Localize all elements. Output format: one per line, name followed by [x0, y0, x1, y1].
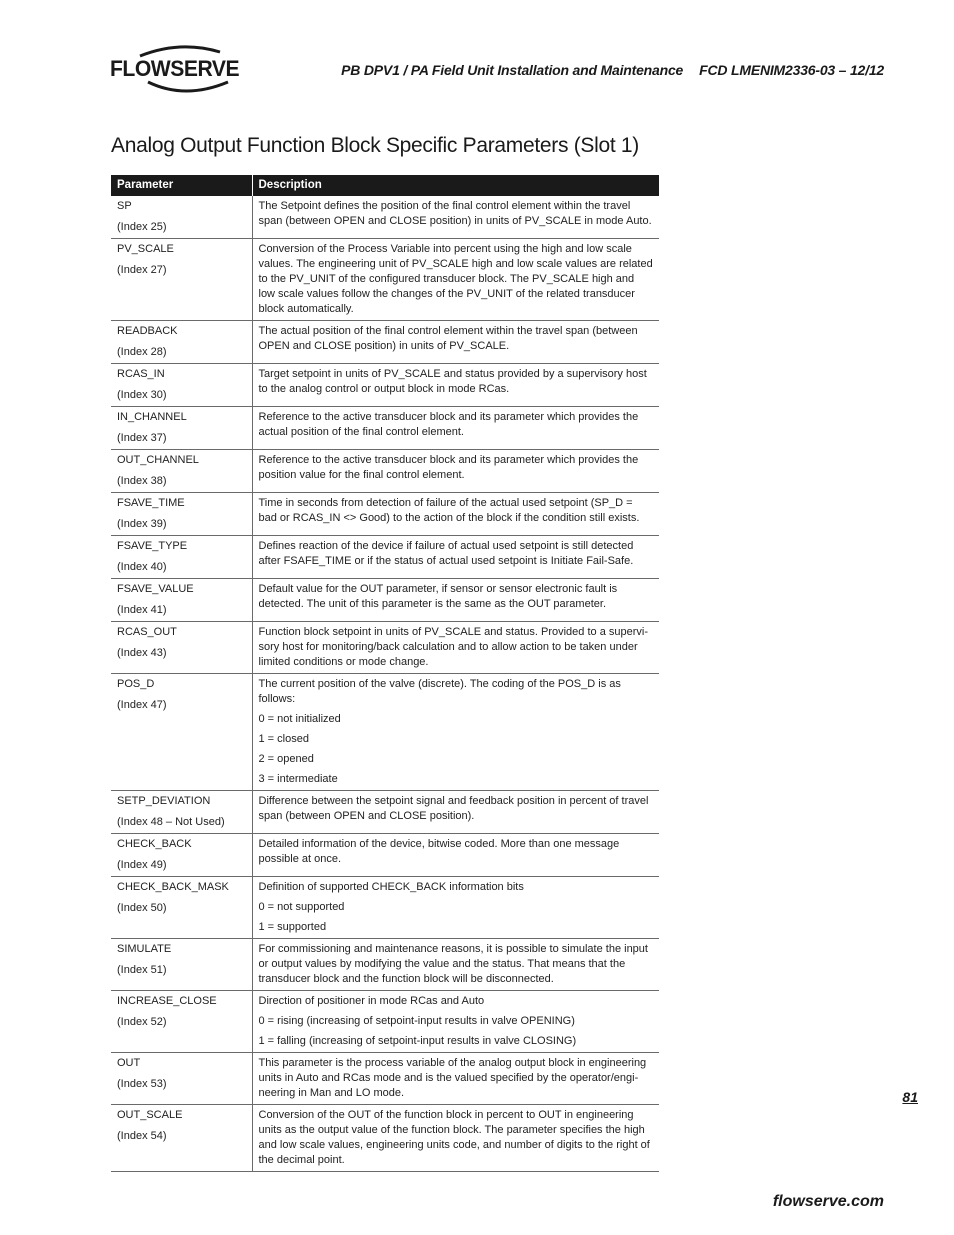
parameter-index: (Index 25) — [117, 221, 167, 233]
description-text: Reference to the active transducer block and its parameter which provides the actual position of the final control element. — [258, 411, 639, 438]
table-row — [111, 196, 659, 239]
table-body — [111, 196, 659, 1172]
parameter-cell — [111, 493, 252, 536]
description-cell — [252, 536, 659, 579]
description-cell — [252, 622, 659, 674]
table-row — [111, 834, 659, 877]
table-row — [111, 674, 659, 791]
table-row — [111, 939, 659, 991]
parameter-name: IN_CHANNEL — [117, 411, 187, 423]
document-title: PB DPV1 / PA Field Unit Installation and Maintenance — [341, 62, 684, 78]
description-text: 1 = falling (increasing of setpoint-input results in valve CLOSING) — [258, 1035, 577, 1047]
description-text: Time in seconds from detection of failure of the actual used setpoint (SP_D = bad or RCAS_IN <> Good) to the action of the block if the condition still exists. — [258, 497, 640, 524]
parameter-name: SETP_DEVIATION — [117, 795, 211, 807]
parameter-cell — [111, 450, 252, 493]
table-row — [111, 1105, 659, 1172]
description-text: 2 = opened — [258, 753, 314, 765]
description-text: 0 = not initialized — [258, 713, 341, 725]
parameter-name: SP — [117, 200, 132, 212]
description-cell — [252, 991, 659, 1053]
table-row — [111, 493, 659, 536]
parameter-index: (Index 43) — [117, 647, 167, 659]
description-text: 3 = intermediate — [258, 773, 338, 785]
table-row — [111, 991, 659, 1053]
parameter-cell — [111, 877, 252, 939]
parameter-name: CHECK_BACK — [117, 838, 192, 850]
parameter-index: (Index 49) — [117, 859, 167, 871]
description-cell — [252, 939, 659, 991]
table-row — [111, 536, 659, 579]
flowserve-logo — [110, 42, 250, 96]
description-text: 0 = not supported — [258, 901, 345, 913]
table-row — [111, 579, 659, 622]
table-header-row — [111, 175, 659, 196]
table-row — [111, 321, 659, 364]
parameter-name: OUT — [117, 1057, 141, 1069]
parameter-cell — [111, 991, 252, 1053]
description-text: The Setpoint defines the position of the final control element within the travel span (between OPEN and CLOSE position) in units of PV_SCALE in mode Auto. — [258, 200, 652, 227]
description-cell — [252, 834, 659, 877]
parameter-cell — [111, 834, 252, 877]
parameter-index: (Index 28) — [117, 346, 167, 358]
description-cell — [252, 196, 659, 239]
column-header-description: Description — [252, 175, 659, 196]
parameter-cell — [111, 622, 252, 674]
parameter-cell — [111, 321, 252, 364]
parameter-name: PV_SCALE — [117, 243, 174, 255]
parameter-name: RCAS_IN — [117, 368, 165, 380]
parameter-index: (Index 51) — [117, 964, 167, 976]
description-cell — [252, 407, 659, 450]
description-text: 1 = closed — [258, 733, 309, 745]
table-row — [111, 791, 659, 834]
description-text: Conversion of the OUT of the function block in percent to OUT in engineering units as the output value of the function block. The parameter specifies the high and low scale values, engineering units code, and number of digits to the right of the decimal point. — [258, 1109, 650, 1166]
description-text: 1 = supported — [258, 921, 327, 933]
description-cell — [252, 493, 659, 536]
table-row — [111, 239, 659, 321]
parameter-name: OUT_SCALE — [117, 1109, 183, 1121]
description-text: Defines reaction of the device if failure of actual used setpoint is still detected after FSAFE_TIME or if the status of actual used setpoint is Initiate Fail-Safe. — [258, 540, 634, 567]
description-cell — [252, 579, 659, 622]
parameter-cell — [111, 1105, 252, 1172]
description-cell — [252, 791, 659, 834]
parameter-name: FSAVE_VALUE — [117, 583, 194, 595]
parameter-table — [111, 175, 659, 1172]
table-row — [111, 1053, 659, 1105]
logo-wordmark: FLOWSERVE — [110, 56, 240, 81]
document-code: FCD LMENIM2336-03 – 12/12 — [699, 62, 884, 78]
description-text: Target setpoint in units of PV_SCALE and status provided by a supervisory host to the analog control or output block in mode RCas. — [258, 368, 647, 395]
description-text: The actual position of the final control element within the travel span (between OPEN and CLOSE position) in units of PV_SCALE. — [258, 325, 638, 352]
description-cell — [252, 239, 659, 321]
parameter-cell — [111, 239, 252, 321]
parameter-index: (Index 50) — [117, 902, 167, 914]
description-text: Difference between the setpoint signal and feedback position in percent of travel span (between OPEN and CLOSE position). — [258, 795, 649, 822]
description-cell — [252, 674, 659, 791]
parameter-cell — [111, 1053, 252, 1105]
parameter-index: (Index 40) — [117, 561, 167, 573]
description-text: Conversion of the Process Variable into percent using the high and low scale values. The engineering unit of PV_SCALE high and low scale values are related to the PV_UNIT of the configured transducer block. The PV_SCALE high and low scale values follow the changes of the PV_UNIT of the related transducer block automatically. — [258, 243, 653, 315]
parameter-name: SIMULATE — [117, 943, 172, 955]
description-text: Detailed information of the device, bitwise coded. More than one message possible at once. — [258, 838, 620, 865]
description-cell — [252, 450, 659, 493]
parameter-index: (Index 39) — [117, 518, 167, 530]
table-row — [111, 622, 659, 674]
column-header-parameter: Parameter — [111, 175, 252, 196]
description-cell — [252, 1105, 659, 1172]
description-cell — [252, 364, 659, 407]
description-text: 0 = rising (increasing of setpoint-input results in valve OPENING) — [258, 1015, 575, 1027]
parameter-index: (Index 54) — [117, 1130, 167, 1142]
parameter-cell — [111, 196, 252, 239]
description-cell — [252, 321, 659, 364]
parameter-cell — [111, 791, 252, 834]
parameter-index: (Index 30) — [117, 389, 167, 401]
table-row — [111, 450, 659, 493]
description-cell — [252, 877, 659, 939]
parameter-index: (Index 47) — [117, 699, 167, 711]
parameter-index: (Index 52) — [117, 1016, 167, 1028]
parameter-cell — [111, 939, 252, 991]
parameter-cell — [111, 579, 252, 622]
parameter-index: (Index 48 – Not Used) — [117, 816, 225, 828]
parameter-cell — [111, 536, 252, 579]
parameter-name: READBACK — [117, 325, 178, 337]
parameter-index: (Index 53) — [117, 1078, 167, 1090]
table-row — [111, 364, 659, 407]
table-row — [111, 407, 659, 450]
description-text: Reference to the active transducer block and its parameter which provides the position value for the final control element. — [258, 454, 639, 481]
parameter-index: (Index 37) — [117, 432, 167, 444]
parameter-cell — [111, 674, 252, 791]
parameter-index: (Index 27) — [117, 264, 167, 276]
parameter-name: RCAS_OUT — [117, 626, 177, 638]
parameter-index: (Index 38) — [117, 475, 167, 487]
section-title: Analog Output Function Block Specific Parameters (Slot 1) — [111, 134, 639, 157]
table-row — [111, 877, 659, 939]
description-text: This parameter is the process variable of the analog output block in engineering units in Auto and RCas mode and is the valued specified by the operator/engi-neering in Man and LO mode. — [258, 1057, 647, 1099]
parameter-index: (Index 41) — [117, 604, 167, 616]
parameter-name: FSAVE_TIME — [117, 497, 185, 509]
document-header — [341, 62, 884, 78]
description-text: Definition of supported CHECK_BACK information bits — [258, 881, 524, 893]
description-text: Direction of positioner in mode RCas and Auto — [258, 995, 485, 1007]
parameter-name: INCREASE_CLOSE — [117, 995, 217, 1007]
description-text: For commissioning and maintenance reasons, it is possible to simulate the input or output values by modifying the value and the status. That means that the transducer block and the function block will be disconnected. — [258, 943, 648, 985]
footer-website: flowserve.com — [772, 1193, 884, 1210]
description-text: The current position of the valve (discrete). The coding of the POS_D is as follows: — [258, 678, 621, 705]
page-number: 81 — [902, 1089, 918, 1105]
parameter-cell — [111, 407, 252, 450]
parameter-name: CHECK_BACK_MASK — [117, 881, 229, 893]
parameter-name: FSAVE_TYPE — [117, 540, 188, 552]
description-text: Function block setpoint in units of PV_SCALE and status. Provided to a supervi-sory host for monitoring/back calculation and to allow action to be taken under limited conditions or mode change. — [258, 626, 648, 668]
description-cell — [252, 1053, 659, 1105]
parameter-name: OUT_CHANNEL — [117, 454, 199, 466]
description-text: Default value for the OUT parameter, if sensor or sensor electronic fault is detected. The unit of this parameter is the same as the OUT parameter. — [258, 583, 618, 610]
parameter-name: POS_D — [117, 678, 155, 690]
parameter-cell — [111, 364, 252, 407]
